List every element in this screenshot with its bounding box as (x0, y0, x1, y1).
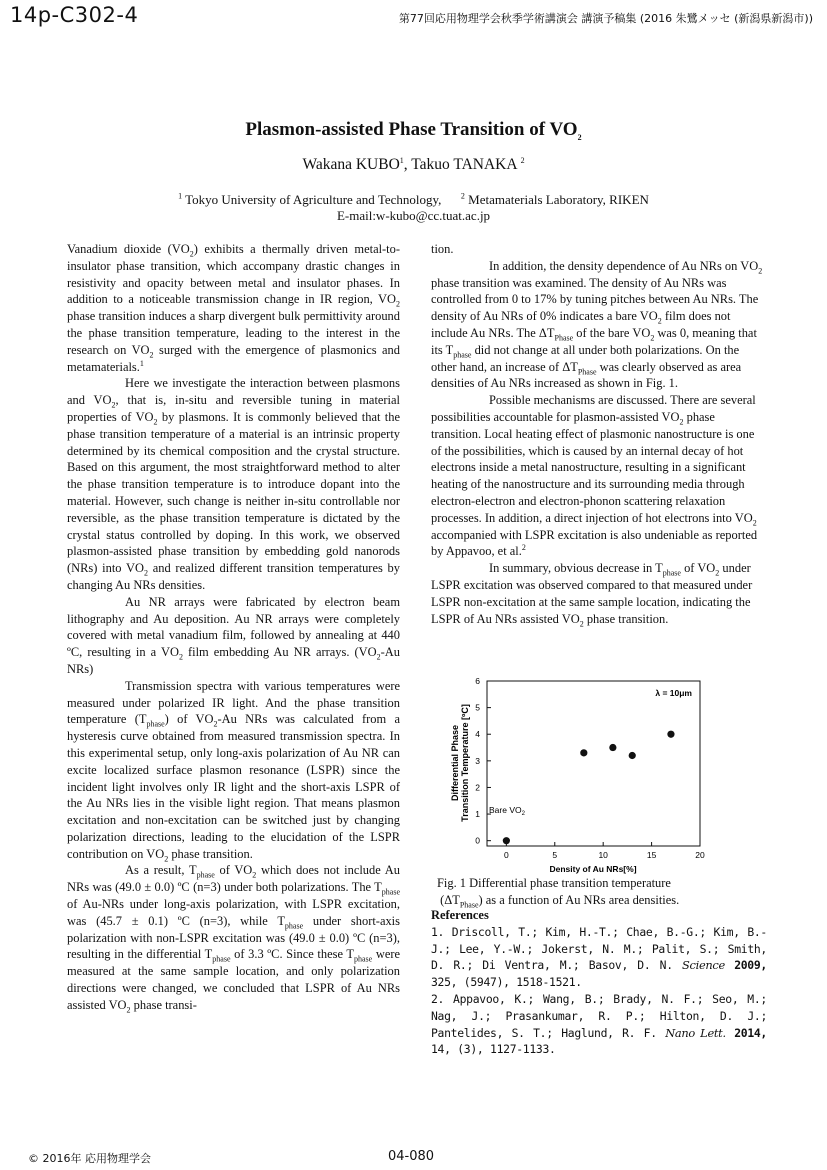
paragraph: As a result, $T_{phase}$ of $VO_2$ which does not include Au NRs was (49.0 ± 0.0) ºC (n=3) under both polarizations. The $T_{phase}$ of Au-NRs under long-axis polarization, with LSPR excitation, was (45.7 ± 0.1) ºC (n=3), while $T_{phase}$ under short-axis polarization with non-LSPR excitation was (49.0 ± 0.0) ºC (n=3), resulting in the differential $T_{phase}$ of 3.3 ºC. Since these $T_{phase}$ were measured at the same sample location, and only polarization directions were changed, we concluded that LSPR of Au NRs assisted $VO_2$ phase transi- (67, 863, 401, 1015)
reference-1: 1. Driscoll, T.; Kim, H.-T.; Chae, B.-G.; Kim, B.-J.; Lee, Y.-W.; Jokerst, N. M.; Palit, S.; Smith, D. R.; Di Ventra, M.; Basov, D. N. Science 2009, 325, (5947), 1518-1521. (431, 924, 767, 990)
author-1: Wakana KUBO (302, 156, 400, 173)
data-point (580, 749, 587, 756)
paragraph: Vanadium dioxide $(VO_2)$ exhibits a thermally driven metal-to-insulator phase transition, which accompany drastic changes in resistivity and opacity between metal and insulator phases. In addition to a noticeable transmission change in IR region, $VO_2$ phase transition induces a sharp divergent bulk permittivity around the phase transition temperature, leading to the interest in the research on $VO_2$ surged with the emergence of plasmonics and metamaterials.$^1$ (67, 242, 400, 374)
y-axis-label-line2: Transition Temperature [ºC] (460, 704, 470, 822)
y-tick-label: 5 (475, 702, 480, 713)
y-tick-label: 3 (475, 755, 480, 766)
paragraph: Possible mechanisms are discussed. There are several possibilities accountable for plasmon-assisted $VO_2$ phase transition. Local heating effect of plasmonic nanostructure is one of the possibilities, which is caused by an internal decay of hot electrons inside a metal nanostructure, resulting in a significant heating of the nanostructure and its surrounding media through electron-electron and electron-phonon scattering relaxation processes. In addition, a direct injection of hot electrons into $VO_2$ accompanied with LSPR excitation is also undeniable as reported by Appavoo, et al.$^2$ (431, 393, 758, 559)
data-point (609, 744, 616, 751)
x-axis-label: Density of Au NRs[%] (549, 864, 637, 874)
data-point (667, 731, 674, 738)
page-number: 04-080 (388, 1149, 435, 1164)
y-tick-label: 6 (475, 676, 480, 686)
x-tick-label: 15 (646, 850, 657, 860)
paragraph: In summary, obvious decrease in $T_{phase}$ of $VO_2$ under LSPR excitation was observed compared to that measured under LSPR non-excitation at the same sample location, indicating the LSPR of Au NRs assisted $VO_2$ phase transition. (431, 561, 753, 629)
references-heading: References (431, 908, 489, 922)
y-axis-label-line1: Differential Phase (450, 724, 460, 802)
references (431, 907, 767, 1058)
body-left-column (67, 241, 400, 1014)
paragraph: tion. (431, 242, 454, 256)
affiliations (0, 192, 827, 224)
reference-2: 2. Appavoo, K.; Wang, B.; Brady, N. F.; Seo, M.; Nag, J.; Prasankumar, R. P.; Hilton, D. J.; Pantelides, S. T.; Haglund, R. F. Nano Lett. 2014, 14, (3), 1127-1133. (431, 991, 767, 1057)
paper-title (0, 119, 827, 141)
paper-id: 14p-C302-4 (10, 3, 139, 27)
authors: Wakana KUBO$^1$, Takuo TANAKA $^2$ (302, 155, 525, 173)
data-point (503, 837, 510, 844)
y-tick-label: 0 (475, 835, 480, 846)
x-tick-label: 20 (695, 850, 705, 860)
figure-caption: Fig. 1 Differential phase transition temperature $(\Delta T_{Phase})$ as a function of Au NRs area densities. (437, 876, 680, 909)
plot-frame (487, 681, 700, 846)
body-right-column (431, 241, 767, 627)
paragraph: Here we investigate the interaction between plasmons and $VO_2$, that is, in-situ and reversible tuning in material properties of $VO_2$ by plasmons. It is commonly believed that the phase transition temperature of a material is an intrinsic property determined by its chemical composition and the crystal structure. Based on this argument, the most straightforward method to alter the phase transition temperature is to introduce dopant into the material. However, such change is neither in-situ controllable nor reversible, as the phase transition temperature is dictated by the crystal status controlled by doping. In this work, we observed plasmon-assisted phase transition by embedding gold nanorods (NRs) into $VO_2$ and realized different transition temperatures by changing Au NRs densities. (67, 376, 400, 592)
conference-header: 第77回応用物理学会秋季学術講演会 講演予稿集 (2016 朱鷺メッセ (新潟県新潟市)) (398, 12, 813, 25)
title-subscript: 2 (577, 132, 582, 142)
y-tick-label: 4 (475, 729, 480, 740)
title-text: Plasmon-assisted Phase Transition of VO (245, 119, 578, 140)
scatter-chart (431, 674, 721, 879)
y-tick-label: 1 (475, 809, 480, 820)
email: E-mail:w-kubo@cc.tuat.ac.jp (336, 208, 491, 223)
copyright: © 2016年 応用物理学会 (28, 1152, 151, 1165)
x-tick-label: 0 (503, 850, 509, 860)
x-tick-label: 10 (598, 850, 608, 860)
paragraph: Transmission spectra with various temperatures were measured under polarized IR light. And the phase transition temperature $(T_{phase})$ of $VO_2-Au$ NRs was calculated from a hysteresis curve obtained from measured transmission spectra. In this experimental setup, only long-axis polarization of Au NR can excite localized surface plasmon resonance (LSPR) since the incident light involves only IR light and the short-axis LSPR of the Au NRs lies in the visible light region. That means plasmon excitation and non-excitation can be switched just by changing polarization directions, leading to the elucidation of the LSPR contribution on $VO_2$ phase transition. (67, 678, 400, 864)
data-point (629, 752, 636, 759)
paragraph: In addition, the density dependence of Au NRs on $VO_2$ phase transition was examined. The density of Au NRs was controlled from 0 to 17% by tuning pitches between Au NRs. The density of Au NRs of 0% indicates a bare $VO_2$ film does not include Au NRs. The $\Delta T_{Phase}$ of the bare $VO_2$ was 0, meaning that its $T_{phase}$ did not change at all under both polarizations. On the other hand, an increase of $\Delta T_{Phase}$ was clearly observed as area densities of Au NRs increased as shown in Fig. 1. (431, 258, 763, 391)
affiliation-line: $^1$ Tokyo University of Agriculture and Technology, $^2$ Metamaterials Laboratory, RIKEN (178, 191, 649, 207)
chart-annotation: λ = 10μm (655, 688, 692, 698)
point-label: Bare $VO_2$ (489, 805, 525, 817)
author-2: , Takuo TANAKA (403, 156, 521, 173)
x-tick-label: 5 (552, 850, 558, 860)
y-tick-label: 2 (475, 782, 480, 793)
paragraph: Au NR arrays were fabricated by electron beam lithography and Au deposition. Au NR arrays were completely covered with metal vanadium film, followed by annealing at 440 ºC, resulting in a $VO_2$ film embedding Au NR arrays. ($VO_2-Au$ NRs) (67, 594, 400, 676)
